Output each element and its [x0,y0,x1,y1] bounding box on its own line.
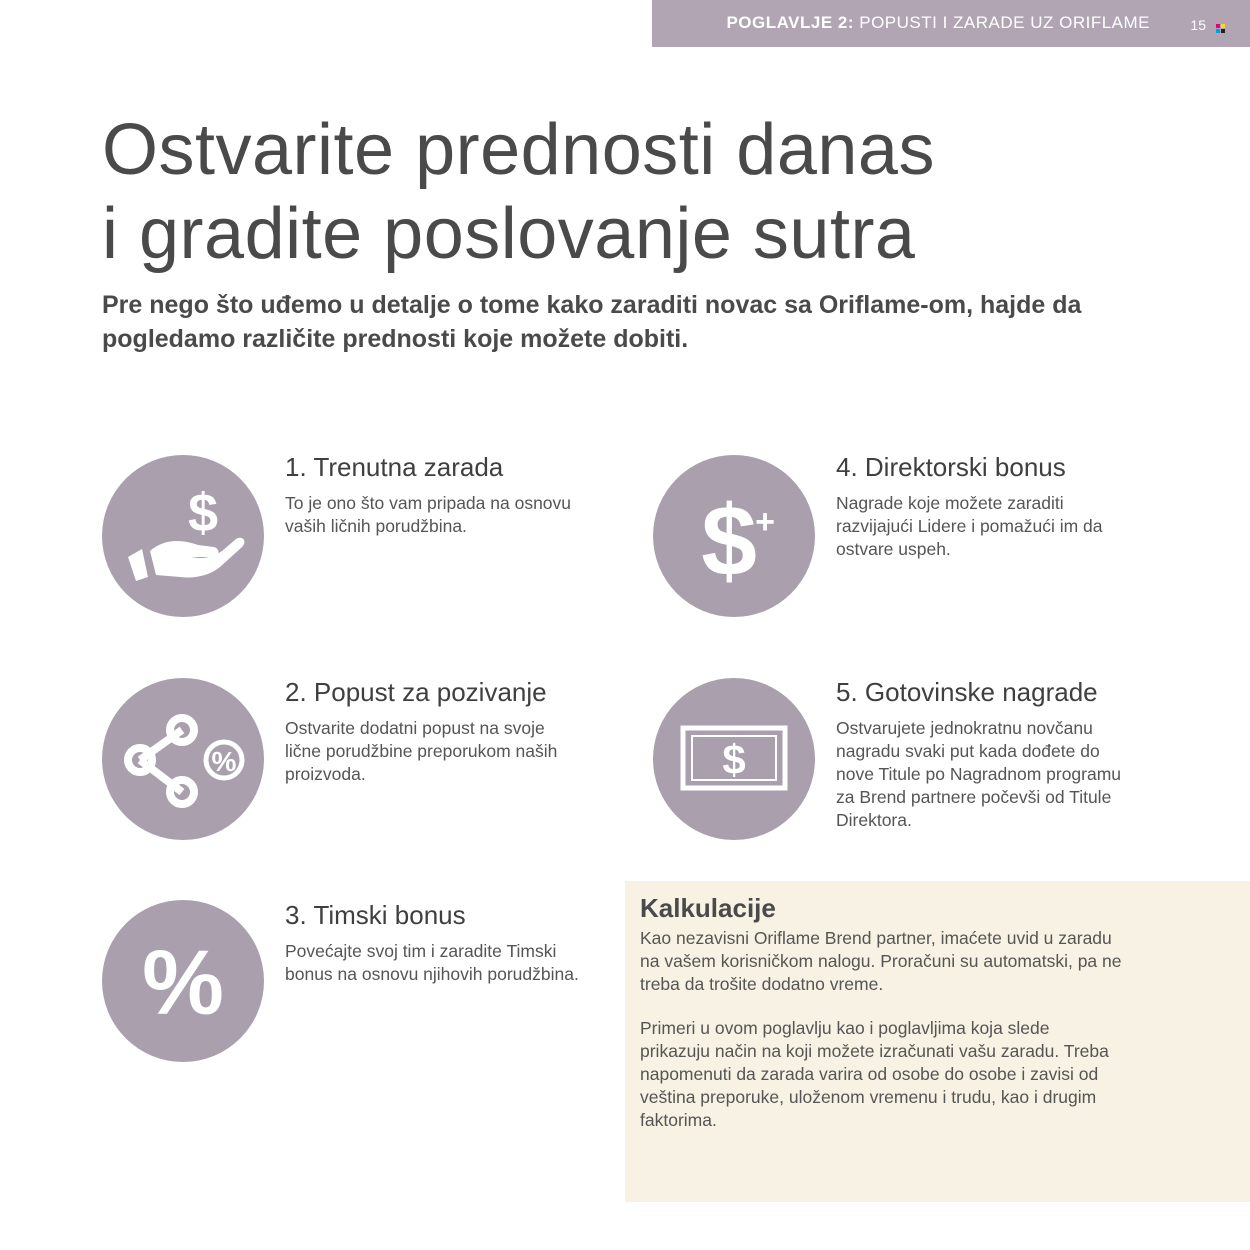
item-5-text: Ostvarujete jednokratnu novčanu nagradu svaki put kada dođete do nove Titule po Nagradnom programu za Brend partnere počevši od Titule Direktora. [836,718,1122,830]
svg-text:%: % [211,746,237,777]
item-4-text: Nagrade koje možete zaraditi razvijajući Lidere i pomažući im da ostvare uspeh. [836,493,1103,559]
item-2-text: Ostvarite dodatni popust na svoje lične porudžbine preporukom naših proizvoda. [285,718,558,784]
calculations-paragraph-1: Kao nezavisni Oriflame Brend partner, imaćete uvid u zaradu na vašem korisničkom nalogu. Proračuni su automatski, pa ne treba da trošite dodatno vreme. [640,928,1122,994]
chapter-heading [726,13,1150,33]
item-3-text: Povećajte svoj tim i zaradite Timski bonus na osnovu njihovih porudžbina. [285,941,579,984]
calculations-paragraph-2: Primeri u ovom poglavlju kao i poglavljima koja slede prikazuju način na koji možete izračunati vašu zaradu. Treba napomenuti da zarada varira od osobe do osobe i zavisi od veština preporuke, uloženom vremenu i trudu, kao i drugim faktorima. [640,1018,1109,1130]
item-1-title: 1. Trenutna zarada [285,452,504,482]
banknote-icon [653,678,815,840]
chapter-header [652,0,1250,47]
color-bar-icon [1216,24,1226,34]
calculations-title: Kalkulacije [640,893,776,923]
svg-text:%: % [142,932,224,1034]
page-title [102,108,935,276]
dollar-plus-icon [653,455,815,617]
page-number: 15 [1190,17,1206,33]
percent-icon [102,900,264,1062]
share-percent-icon [102,678,264,840]
calculations-box [625,881,1250,1202]
item-4-title: 4. Direktorski bonus [836,452,1066,482]
svg-text:$: $ [701,485,757,597]
page-title-line2: i gradite poslovanje sutra [102,194,916,274]
hand-dollar-icon [102,455,264,617]
intro-text: Pre nego što uđemo u detalje o tome kako zaraditi novac sa Oriflame-om, hajde da pogledamo različite prednosti koje možete dobiti. [102,291,1082,353]
chapter-label: POGLAVLJE 2: [726,13,854,32]
svg-text:+: + [755,503,775,541]
page-title-line1: Ostvarite prednosti danas [102,110,935,190]
svg-text:$: $ [722,736,746,783]
svg-text:$: $ [187,483,219,543]
item-3-title: 3. Timski bonus [285,900,466,930]
item-5-title: 5. Gotovinske nagrade [836,677,1098,707]
item-1-text: To je ono što vam pripada na osnovu vaših ličnih porudžbina. [285,493,572,536]
chapter-title: POPUSTI I ZARADE UZ ORIFLAME [859,13,1150,32]
item-2-title: 2. Popust za pozivanje [285,677,547,707]
